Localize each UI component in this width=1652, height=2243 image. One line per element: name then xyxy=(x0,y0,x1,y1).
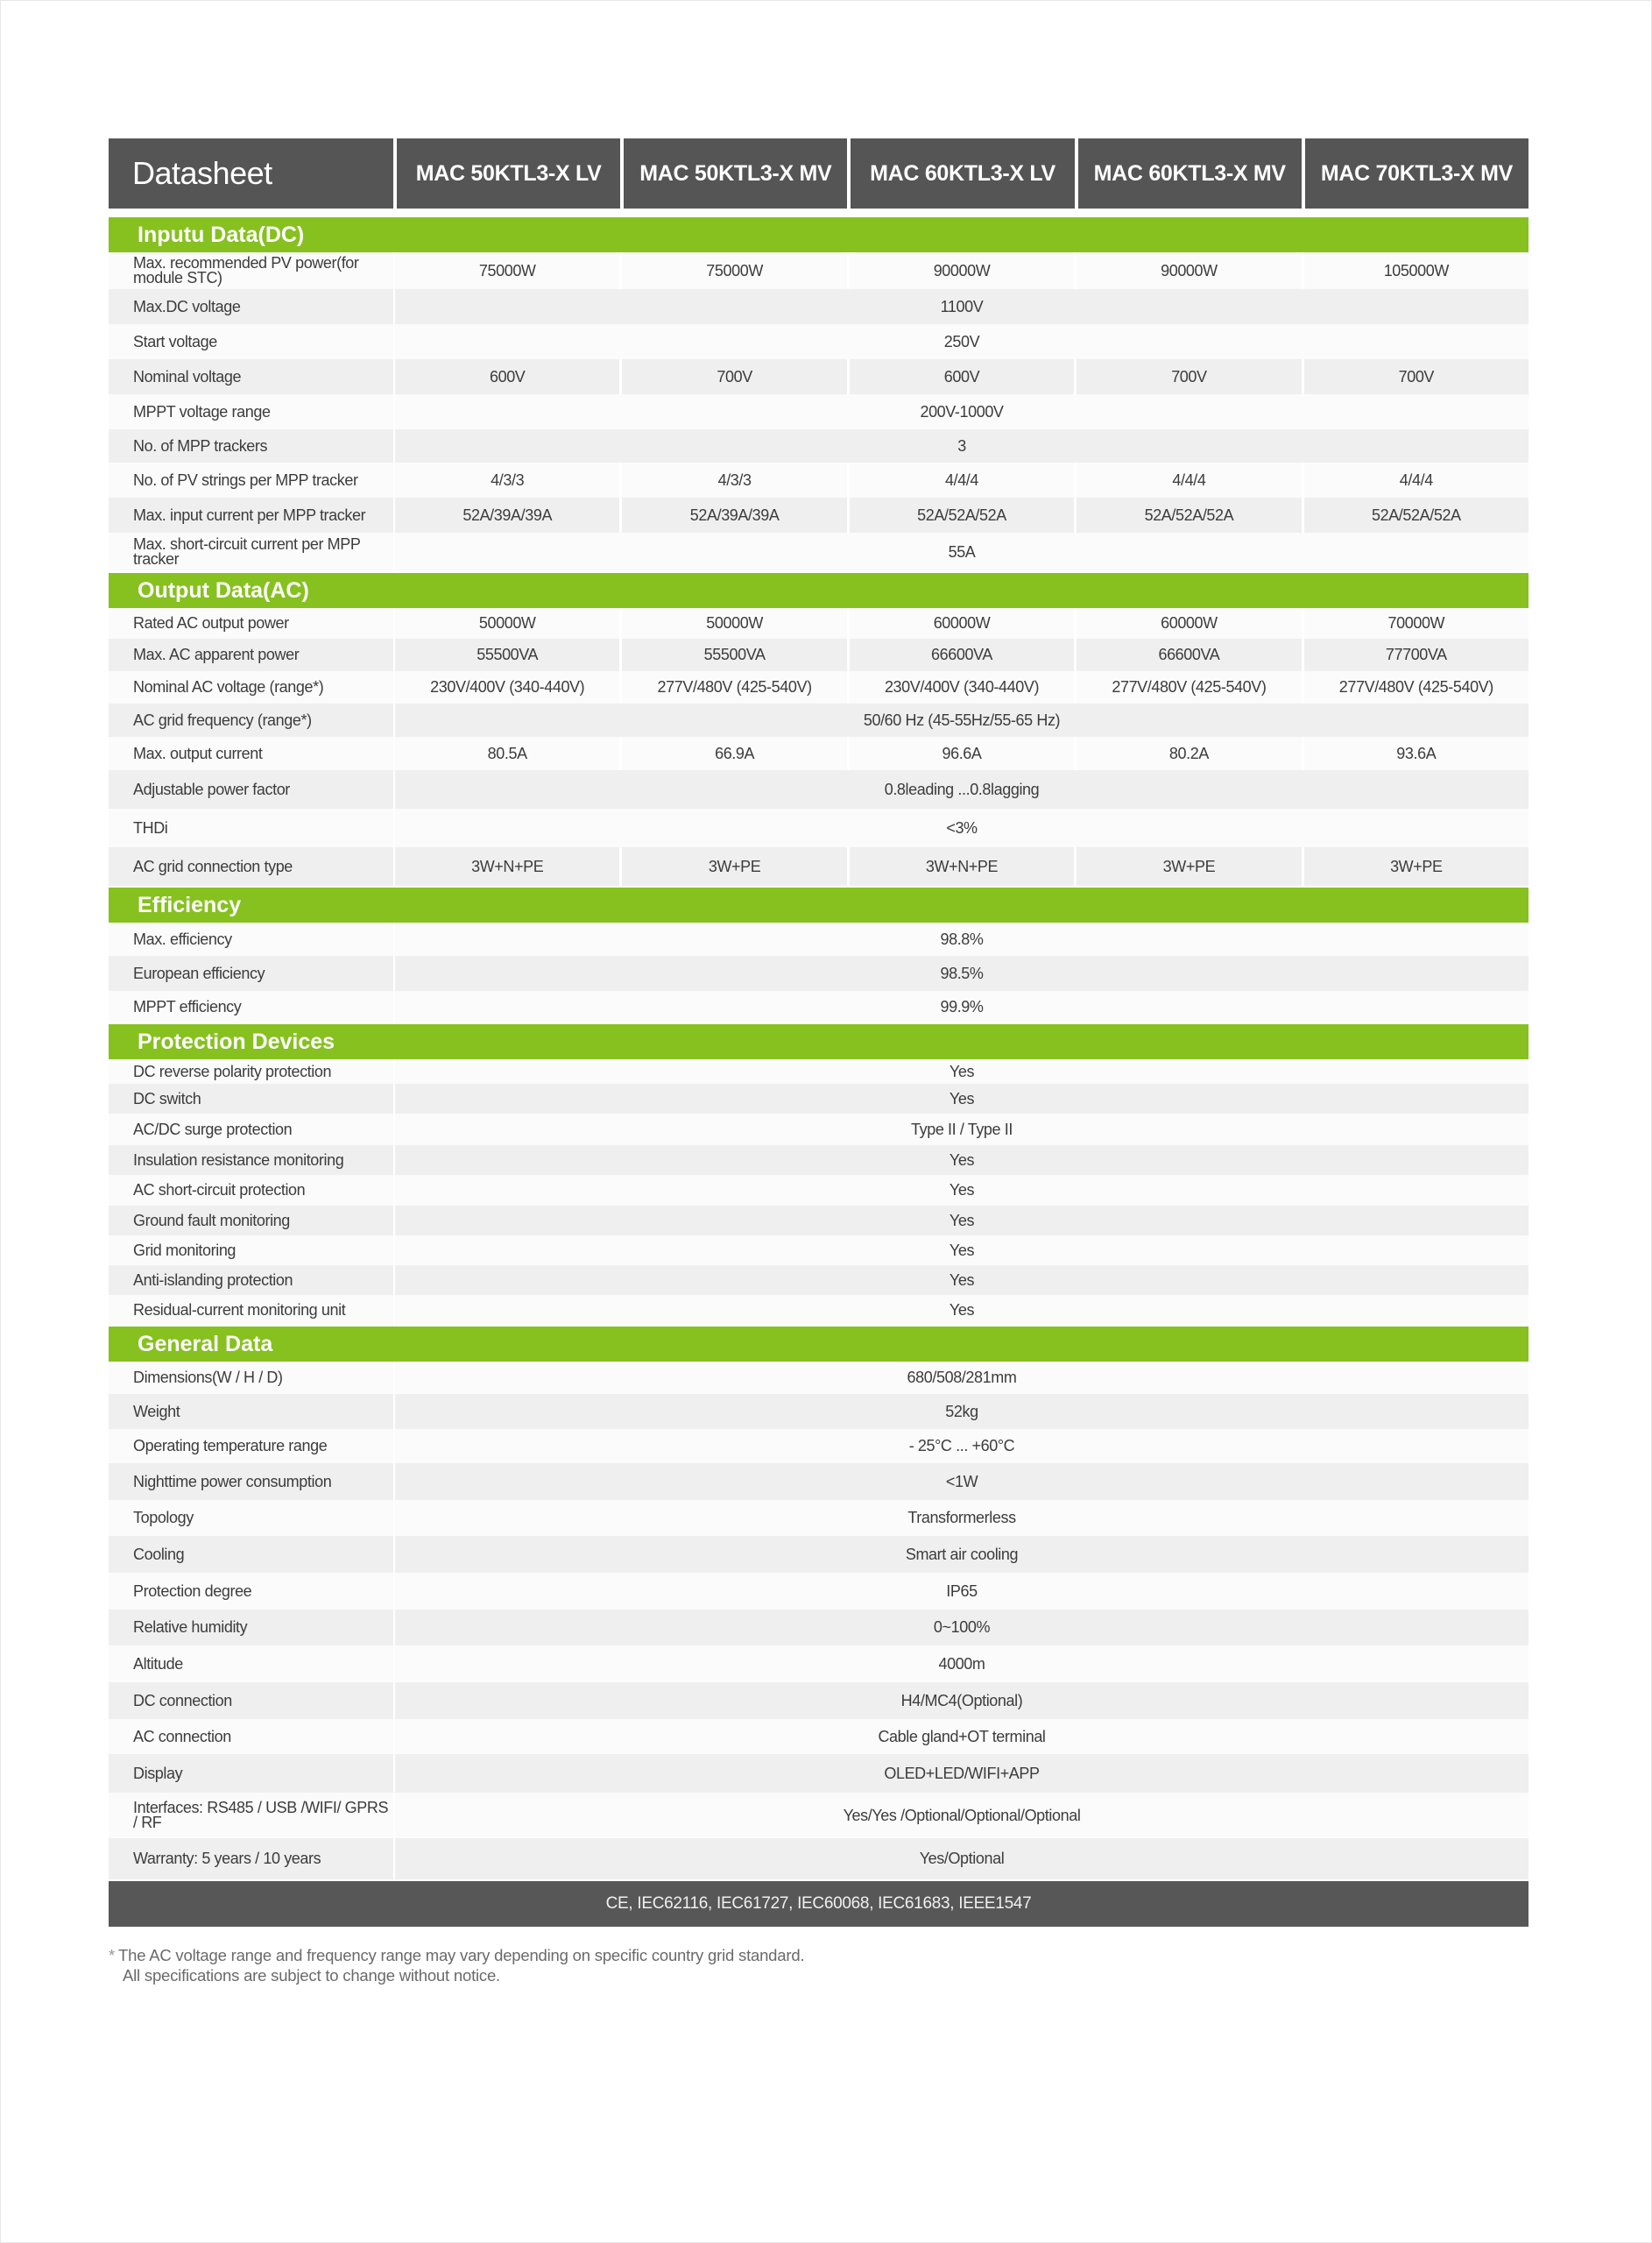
spec-label: Start voltage xyxy=(109,324,393,359)
spec-value-all-models: - 25°C ... +60°C xyxy=(395,1429,1528,1463)
spec-value-model-3: 230V/400V (340-440V) xyxy=(850,671,1074,704)
spec-value-model-4: 700V xyxy=(1077,359,1301,394)
spec-row xyxy=(109,923,1528,956)
spec-value-model-2: 50000W xyxy=(622,608,846,639)
spec-row xyxy=(109,1573,1528,1610)
spec-value-all-models: 52kg xyxy=(395,1394,1528,1429)
spec-row xyxy=(109,1719,1528,1754)
spec-label: AC grid frequency (range*) xyxy=(109,704,393,737)
spec-value-all-models: <1W xyxy=(395,1463,1528,1500)
spec-label: Nighttime power consumption xyxy=(109,1463,393,1500)
spec-value-model-1: 600V xyxy=(395,359,619,394)
section-rows xyxy=(109,1362,1528,1879)
spec-label: AC/DC surge protection xyxy=(109,1114,393,1145)
spec-values xyxy=(395,533,1528,571)
spec-value-model-5: 105000W xyxy=(1304,252,1528,289)
spec-row xyxy=(109,463,1528,498)
spec-row xyxy=(109,1645,1528,1682)
spec-value-model-1: 50000W xyxy=(395,608,619,639)
spec-values xyxy=(395,956,1528,991)
spec-value-model-2: 700V xyxy=(622,359,846,394)
spec-row xyxy=(109,1206,1528,1235)
spec-row xyxy=(109,1463,1528,1500)
spec-row xyxy=(109,324,1528,359)
spec-values xyxy=(395,770,1528,809)
spec-values xyxy=(395,1235,1528,1265)
spec-values xyxy=(395,608,1528,639)
spec-value-all-models: 55A xyxy=(395,533,1528,571)
model-header-1: MAC 50KTL3-X LV xyxy=(397,138,620,209)
footnote-line-2: All specifications are subject to change without notice. xyxy=(123,1966,500,1985)
spec-value-all-models: Yes/Yes /Optional/Optional/Optional xyxy=(395,1793,1528,1838)
spec-row xyxy=(109,394,1528,429)
spec-values xyxy=(395,1114,1528,1145)
spec-value-model-4: 80.2A xyxy=(1077,737,1301,770)
spec-value-all-models: 250V xyxy=(395,324,1528,359)
spec-values xyxy=(395,289,1528,324)
spec-label: Max. short-circuit current per MPP tracker xyxy=(109,533,393,571)
table-header xyxy=(109,138,1528,209)
spec-label: Rated AC output power xyxy=(109,608,393,639)
spec-label: Residual-current monitoring unit xyxy=(109,1295,393,1325)
spec-row xyxy=(109,1610,1528,1645)
spec-row xyxy=(109,1429,1528,1463)
spec-row xyxy=(109,533,1528,571)
spec-value-all-models: Yes xyxy=(395,1295,1528,1325)
spec-row xyxy=(109,359,1528,394)
section-rows xyxy=(109,608,1528,886)
spec-label: THDi xyxy=(109,809,393,847)
spec-value-all-models: 1100V xyxy=(395,289,1528,324)
spec-row xyxy=(109,847,1528,886)
spec-label: Topology xyxy=(109,1500,393,1536)
spec-value-all-models: 50/60 Hz (45-55Hz/55-65 Hz) xyxy=(395,704,1528,737)
spec-value-all-models: Smart air cooling xyxy=(395,1536,1528,1573)
spec-values xyxy=(395,991,1528,1022)
spec-values xyxy=(395,1265,1528,1295)
spec-label: Protection degree xyxy=(109,1573,393,1610)
spec-values xyxy=(395,1084,1528,1114)
spec-value-model-5: 93.6A xyxy=(1304,737,1528,770)
section-rows xyxy=(109,1059,1528,1325)
model-header-5: MAC 70KTL3-X MV xyxy=(1305,138,1528,209)
spec-value-model-2: 4/3/3 xyxy=(622,463,846,498)
spec-value-model-3: 52A/52A/52A xyxy=(850,498,1074,533)
spec-value-all-models: Yes xyxy=(395,1265,1528,1295)
spec-value-model-3: 4/4/4 xyxy=(850,463,1074,498)
spec-values xyxy=(395,737,1528,770)
spec-values xyxy=(395,1645,1528,1682)
spec-label: Operating temperature range xyxy=(109,1429,393,1463)
spec-values xyxy=(395,1429,1528,1463)
spec-values xyxy=(395,252,1528,289)
spec-row xyxy=(109,671,1528,704)
spec-value-model-1: 80.5A xyxy=(395,737,619,770)
spec-value-all-models: H4/MC4(Optional) xyxy=(395,1682,1528,1719)
spec-values xyxy=(395,1059,1528,1084)
spec-value-model-5: 700V xyxy=(1304,359,1528,394)
section-header: Output Data(AC) xyxy=(109,573,1528,608)
section-rows xyxy=(109,923,1528,1022)
spec-values xyxy=(395,1838,1528,1879)
spec-values xyxy=(395,1175,1528,1206)
spec-value-model-2: 277V/480V (425-540V) xyxy=(622,671,846,704)
spec-label: Grid monitoring xyxy=(109,1235,393,1265)
spec-value-model-1: 55500VA xyxy=(395,639,619,671)
spec-row xyxy=(109,252,1528,289)
spec-value-all-models: Yes xyxy=(395,1206,1528,1235)
spec-label: AC short-circuit protection xyxy=(109,1175,393,1206)
spec-row xyxy=(109,1114,1528,1145)
spec-row xyxy=(109,1265,1528,1295)
spec-values xyxy=(395,1463,1528,1500)
spec-label: Max. recommended PV power(for module STC) xyxy=(109,252,393,289)
spec-row xyxy=(109,1175,1528,1206)
spec-values xyxy=(395,1682,1528,1719)
spec-row xyxy=(109,1145,1528,1175)
spec-value-all-models: 3 xyxy=(395,429,1528,463)
spec-value-model-2: 55500VA xyxy=(622,639,846,671)
spec-label: Weight xyxy=(109,1394,393,1429)
spec-label: Max.DC voltage xyxy=(109,289,393,324)
spec-label: Insulation resistance monitoring xyxy=(109,1145,393,1175)
spec-value-model-4: 52A/52A/52A xyxy=(1077,498,1301,533)
datasheet-table xyxy=(109,138,1528,1927)
spec-row xyxy=(109,1754,1528,1793)
spec-values xyxy=(395,463,1528,498)
spec-value-model-3: 96.6A xyxy=(850,737,1074,770)
spec-value-model-3: 600V xyxy=(850,359,1074,394)
spec-row xyxy=(109,498,1528,533)
spec-row xyxy=(109,1362,1528,1394)
spec-value-model-5: 4/4/4 xyxy=(1304,463,1528,498)
spec-label: AC grid connection type xyxy=(109,847,393,886)
spec-row xyxy=(109,289,1528,324)
spec-label: DC connection xyxy=(109,1682,393,1719)
spec-values xyxy=(395,429,1528,463)
spec-value-model-2: 66.9A xyxy=(622,737,846,770)
section-header: Inputu Data(DC) xyxy=(109,217,1528,252)
spec-values xyxy=(395,1536,1528,1573)
spec-values xyxy=(395,359,1528,394)
spec-values xyxy=(395,1295,1528,1325)
spec-row xyxy=(109,1394,1528,1429)
footnote-asterisk: * xyxy=(109,1946,115,1964)
spec-row xyxy=(109,809,1528,847)
spec-value-model-3: 3W+N+PE xyxy=(850,847,1074,886)
spec-label: Altitude xyxy=(109,1645,393,1682)
spec-value-all-models: Type II / Type II xyxy=(395,1114,1528,1145)
spec-value-all-models: Yes xyxy=(395,1175,1528,1206)
spec-value-all-models: Yes xyxy=(395,1059,1528,1084)
spec-values xyxy=(395,498,1528,533)
spec-row xyxy=(109,737,1528,770)
spec-value-all-models: Yes xyxy=(395,1235,1528,1265)
spec-label: Adjustable power factor xyxy=(109,770,393,809)
spec-sections xyxy=(109,217,1528,1879)
section-rows xyxy=(109,252,1528,571)
spec-value-all-models: Transformerless xyxy=(395,1500,1528,1536)
spec-values xyxy=(395,923,1528,956)
spec-row xyxy=(109,1838,1528,1879)
spec-value-model-1: 4/3/3 xyxy=(395,463,619,498)
footnote-line-1: The AC voltage range and frequency range may vary depending on specific country grid standard. xyxy=(118,1946,805,1964)
spec-value-model-4: 277V/480V (425-540V) xyxy=(1077,671,1301,704)
spec-values xyxy=(395,1206,1528,1235)
spec-value-model-1: 3W+N+PE xyxy=(395,847,619,886)
spec-label: Max. AC apparent power xyxy=(109,639,393,671)
section-header: General Data xyxy=(109,1327,1528,1362)
spec-label: Warranty: 5 years / 10 years xyxy=(109,1838,393,1879)
spec-values xyxy=(395,1754,1528,1793)
spec-value-all-models: 0~100% xyxy=(395,1610,1528,1645)
spec-value-model-4: 66600VA xyxy=(1077,639,1301,671)
spec-label: Display xyxy=(109,1754,393,1793)
spec-value-model-1: 52A/39A/39A xyxy=(395,498,619,533)
spec-row xyxy=(109,956,1528,991)
spec-row xyxy=(109,1500,1528,1536)
spec-label: Max. output current xyxy=(109,737,393,770)
spec-value-model-2: 3W+PE xyxy=(622,847,846,886)
spec-value-all-models: 200V-1000V xyxy=(395,394,1528,429)
spec-values xyxy=(395,324,1528,359)
spec-row xyxy=(109,429,1528,463)
spec-value-model-3: 60000W xyxy=(850,608,1074,639)
spec-label: MPPT efficiency xyxy=(109,991,393,1022)
spec-values xyxy=(395,1500,1528,1536)
spec-label: Max. efficiency xyxy=(109,923,393,956)
spec-value-model-4: 4/4/4 xyxy=(1077,463,1301,498)
spec-value-model-3: 90000W xyxy=(850,252,1074,289)
spec-value-all-models: Yes/Optional xyxy=(395,1838,1528,1879)
spec-label: No. of MPP trackers xyxy=(109,429,393,463)
spec-value-model-5: 70000W xyxy=(1304,608,1528,639)
spec-row xyxy=(109,770,1528,809)
model-header-2: MAC 50KTL3-X MV xyxy=(624,138,847,209)
spec-value-all-models: 98.8% xyxy=(395,923,1528,956)
section-header: Efficiency xyxy=(109,888,1528,923)
spec-value-all-models: OLED+LED/WIFI+APP xyxy=(395,1754,1528,1793)
spec-values xyxy=(395,671,1528,704)
spec-value-all-models: Cable gland+OT terminal xyxy=(395,1719,1528,1754)
section-header: Protection Devices xyxy=(109,1024,1528,1059)
spec-label: Nominal AC voltage (range*) xyxy=(109,671,393,704)
spec-value-model-5: 77700VA xyxy=(1304,639,1528,671)
spec-label: Relative humidity xyxy=(109,1610,393,1645)
spec-value-model-4: 60000W xyxy=(1077,608,1301,639)
spec-values xyxy=(395,1394,1528,1429)
spec-label: AC connection xyxy=(109,1719,393,1754)
spec-label: Dimensions(W / H / D) xyxy=(109,1362,393,1394)
spec-value-all-models: Yes xyxy=(395,1145,1528,1175)
spec-label: No. of PV strings per MPP tracker xyxy=(109,463,393,498)
spec-value-model-2: 75000W xyxy=(622,252,846,289)
spec-row xyxy=(109,1793,1528,1838)
spec-label: Nominal voltage xyxy=(109,359,393,394)
spec-values xyxy=(395,1610,1528,1645)
spec-label: DC reverse polarity protection xyxy=(109,1059,393,1084)
spec-value-all-models: Yes xyxy=(395,1084,1528,1114)
spec-values xyxy=(395,1719,1528,1754)
spec-value-model-1: 75000W xyxy=(395,252,619,289)
model-header-4: MAC 60KTL3-X MV xyxy=(1078,138,1302,209)
spec-value-all-models: 99.9% xyxy=(395,991,1528,1022)
spec-row xyxy=(109,639,1528,671)
spec-value-model-3: 66600VA xyxy=(850,639,1074,671)
spec-row xyxy=(109,608,1528,639)
spec-label: DC switch xyxy=(109,1084,393,1114)
spec-row xyxy=(109,704,1528,737)
spec-value-model-4: 3W+PE xyxy=(1077,847,1301,886)
spec-value-model-5: 52A/52A/52A xyxy=(1304,498,1528,533)
spec-values xyxy=(395,847,1528,886)
spec-row xyxy=(109,1536,1528,1573)
spec-label: MPPT voltage range xyxy=(109,394,393,429)
spec-value-model-1: 230V/400V (340-440V) xyxy=(395,671,619,704)
spec-value-model-5: 277V/480V (425-540V) xyxy=(1304,671,1528,704)
spec-row xyxy=(109,1682,1528,1719)
spec-label: Cooling xyxy=(109,1536,393,1573)
spec-values xyxy=(395,394,1528,429)
spec-values xyxy=(395,639,1528,671)
spec-row xyxy=(109,1084,1528,1114)
spec-value-all-models: 4000m xyxy=(395,1645,1528,1682)
spec-label: Ground fault monitoring xyxy=(109,1206,393,1235)
spec-value-all-models: 0.8leading ...0.8lagging xyxy=(395,770,1528,809)
spec-values xyxy=(395,809,1528,847)
spec-values xyxy=(395,704,1528,737)
spec-value-model-5: 3W+PE xyxy=(1304,847,1528,886)
spec-label: Max. input current per MPP tracker xyxy=(109,498,393,533)
datasheet-title: Datasheet xyxy=(109,138,393,209)
spec-values xyxy=(395,1145,1528,1175)
spec-value-model-2: 52A/39A/39A xyxy=(622,498,846,533)
certifications-bar: CE, IEC62116, IEC61727, IEC60068, IEC61683, IEEE1547 xyxy=(109,1881,1528,1927)
spec-row xyxy=(109,1059,1528,1084)
spec-row xyxy=(109,1295,1528,1325)
spec-label: European efficiency xyxy=(109,956,393,991)
spec-values xyxy=(395,1573,1528,1610)
spec-value-all-models: 680/508/281mm xyxy=(395,1362,1528,1394)
spec-label: Anti-islanding protection xyxy=(109,1265,393,1295)
spec-values xyxy=(395,1362,1528,1394)
spec-value-model-4: 90000W xyxy=(1077,252,1301,289)
model-header-3: MAC 60KTL3-X LV xyxy=(851,138,1074,209)
spec-value-all-models: <3% xyxy=(395,809,1528,847)
spec-row xyxy=(109,1235,1528,1265)
spec-value-all-models: 98.5% xyxy=(395,956,1528,991)
spec-row xyxy=(109,991,1528,1022)
spec-values xyxy=(395,1793,1528,1838)
spec-label: Interfaces: RS485 / USB /WIFI/ GPRS / RF xyxy=(109,1793,393,1838)
spec-value-all-models: IP65 xyxy=(395,1573,1528,1610)
footnote xyxy=(109,1945,804,1985)
